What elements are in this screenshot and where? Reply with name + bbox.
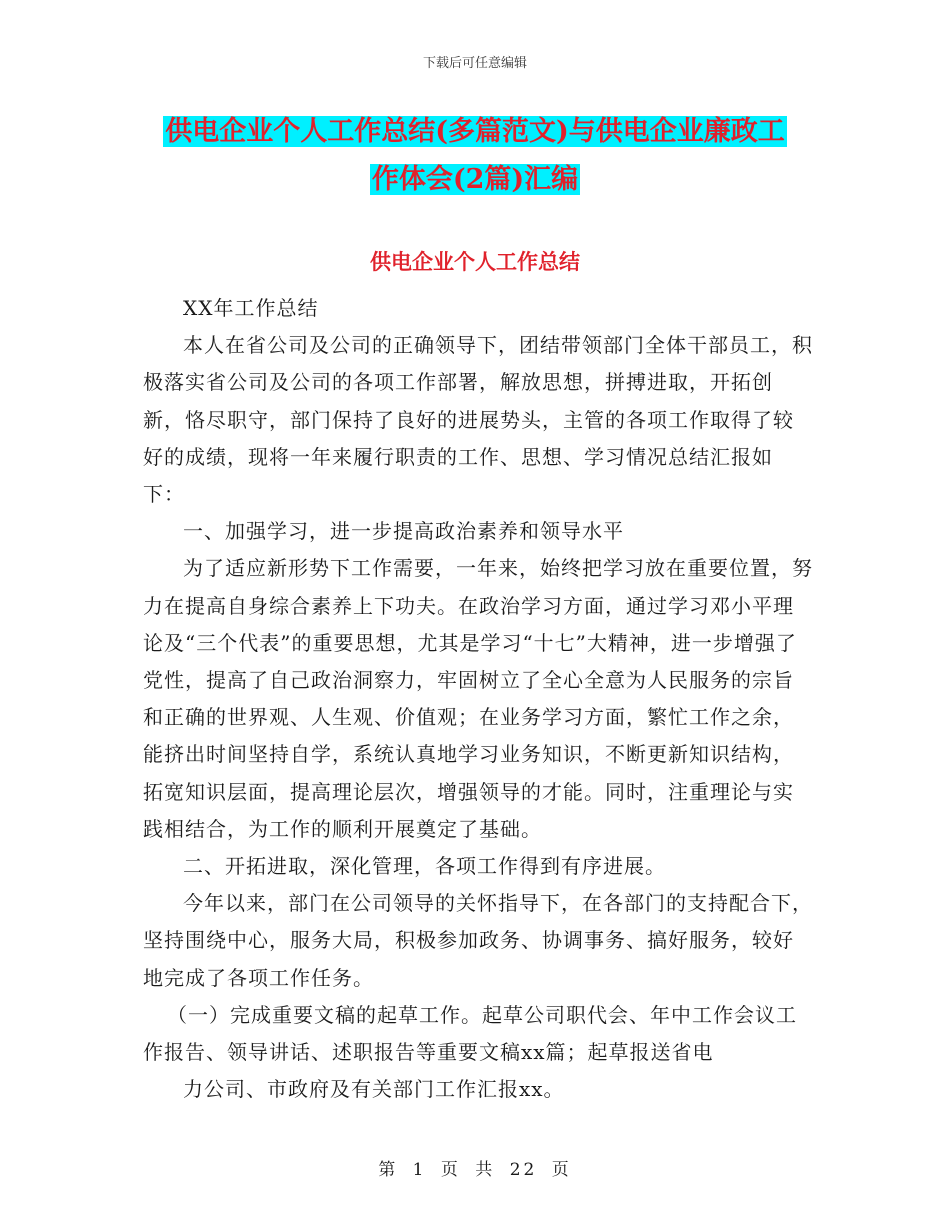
header-note: 下载后可任意编辑 bbox=[422, 56, 527, 71]
paragraph-item-1-cont: 力公司、市政府及有关部门工作汇报xx。 bbox=[183, 1077, 565, 1102]
document-body bbox=[143, 290, 813, 1108]
page-number: 第 1 页 共 22 页 bbox=[378, 1160, 572, 1180]
paragraph-study: 为了适应新形势下工作需要，一年来，始终把学习放在重要位置，努力在提高自身综合素养上下功夫。在政治学习方面，通过学习邓小平理论及“三个代表”的重要思想，尤其是学习“十七”大精神，进一步增强了党性，提高了自己政治洞察力，牢固树立了全心全意为人民服务的宗旨和正确的世界观、人生观、价值观；在业务学习方面，繁忙工作之余，能挤出时间坚持自学，系统认真地学习业务知识，不断更新知识结构，拓宽知识层面，提高理论层次，增强领导的才能。同时，注重理论与实践相结合，为工作的顺利开展奠定了基础。 bbox=[143, 556, 813, 841]
document-title-line-1: 供电企业个人工作总结(多篇范文)与供电企业廉政工 bbox=[165, 116, 785, 147]
section-title: 供电企业个人工作总结 bbox=[370, 249, 580, 274]
paragraph-intro: 本人在省公司及公司的正确领导下，团结带领部门全体干部员工，积极落实省公司及公司的各项工作部署，解放思想，拼搏进取，开拓创新，恪尽职守，部门保持了良好的进展势头，主管的各项工作取得了较好的成绩，现将一年来履行职责的工作、思想、学习情况总结汇报如下： bbox=[143, 333, 813, 507]
paragraph-year-summary: XX年工作总结 bbox=[183, 296, 319, 320]
paragraph-item-1: （一）完成重要文稿的起草工作。起草公司职代会、年中工作会议工作报告、领导讲话、述职报告等重要文稿xx篇；起草报送省电 bbox=[143, 1002, 797, 1065]
document-title bbox=[0, 108, 950, 204]
paragraph-progress: 今年以来，部门在公司领导的关怀指导下，在各部门的支持配合下，坚持围绕中心，服务大局，积极参加政务、协调事务、搞好服务，较好地完成了各项工作任务。 bbox=[143, 891, 813, 990]
paragraph-heading-2: 二、开拓进取，深化管理，各项工作得到有序进展。 bbox=[183, 854, 666, 879]
document-title-line-2: 作体会(2篇)汇编 bbox=[371, 164, 579, 195]
paragraph-heading-1: 一、加强学习，进一步提高政治素养和领导水平 bbox=[183, 519, 624, 544]
